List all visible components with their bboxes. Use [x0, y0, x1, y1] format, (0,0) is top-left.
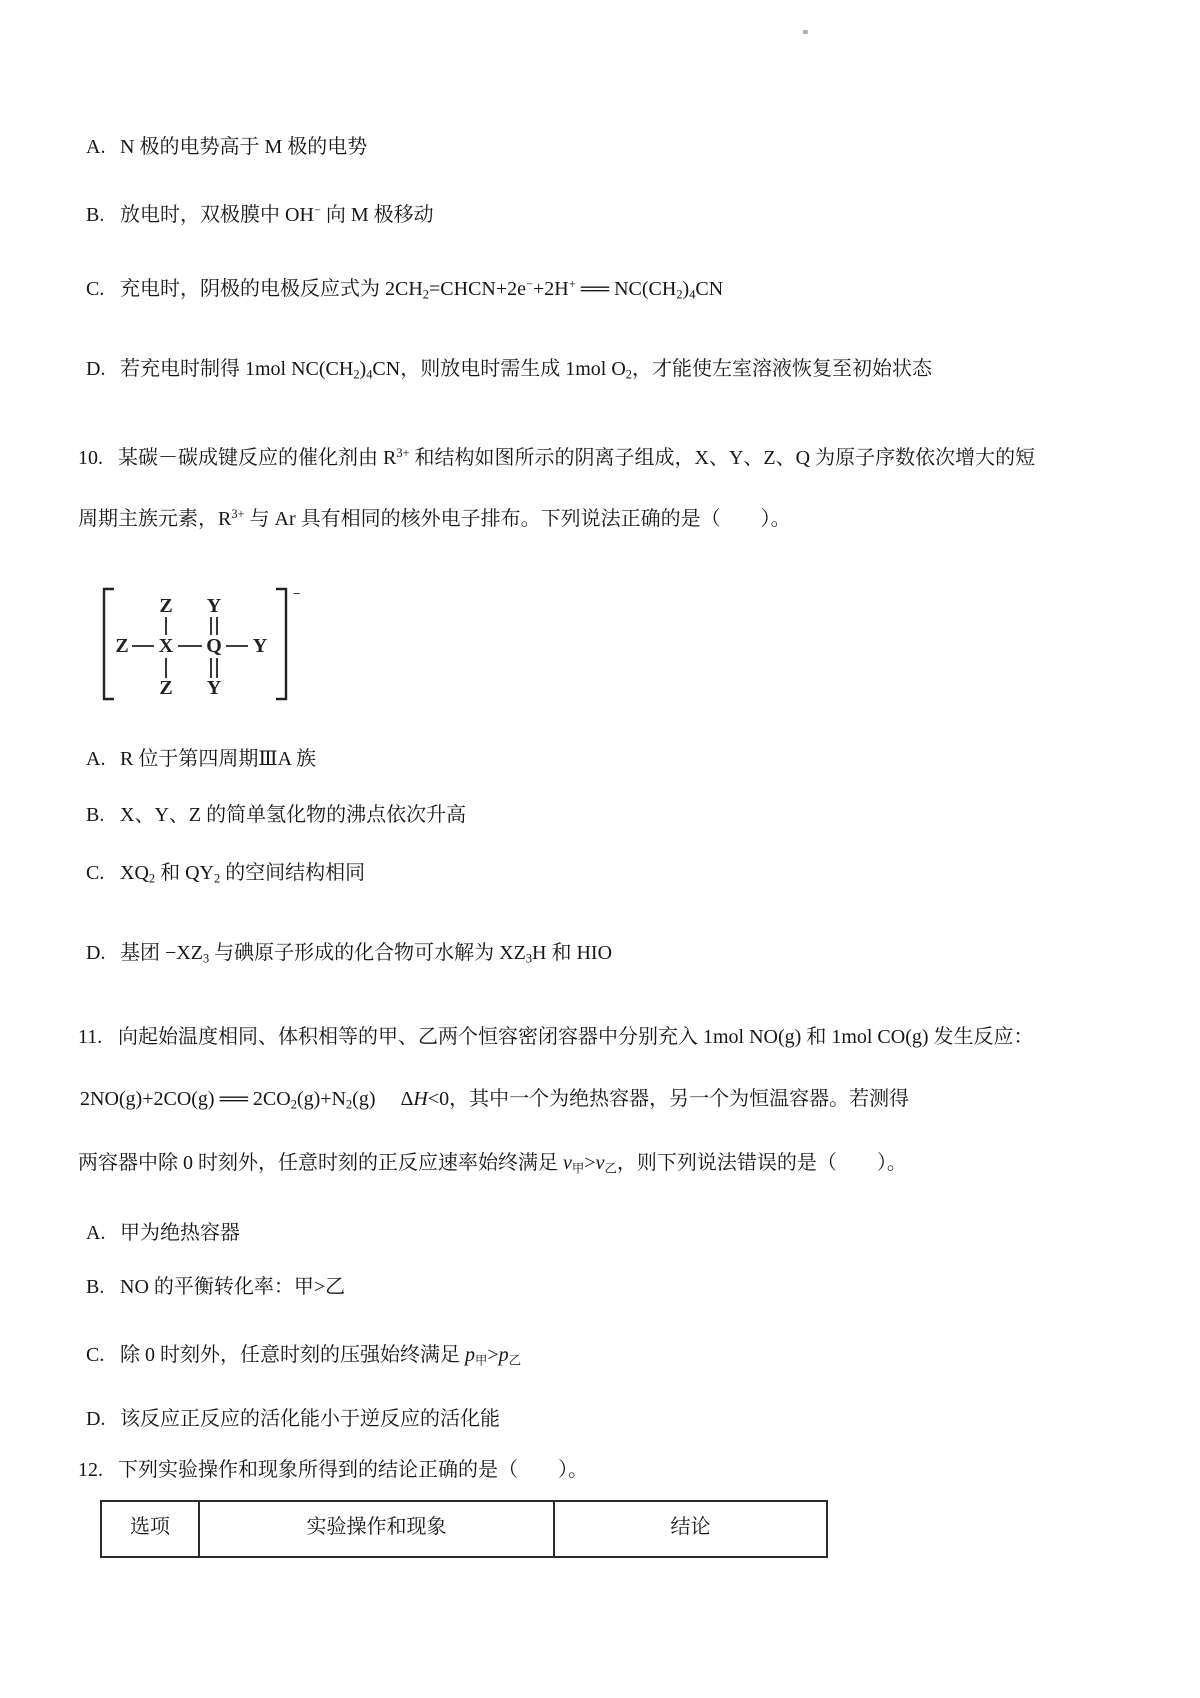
- question-9-option-d: [86, 354, 932, 384]
- option-label: C.: [86, 1344, 105, 1366]
- left-bracket: [104, 589, 114, 699]
- question-11-option-d: [86, 1404, 500, 1434]
- question-11-option-b: [86, 1272, 345, 1302]
- option-label: B.: [86, 1276, 105, 1298]
- option-label: B.: [86, 804, 105, 826]
- question-10-option-c: [86, 858, 365, 888]
- question-11-stem-line1: [78, 1022, 1034, 1052]
- question-12-stem: [78, 1455, 588, 1485]
- stem-text: 向起始温度相同、体积相等的甲、乙两个恒容密闭容器中分别充入 1mol NO(g) 和 1mol CO(g) 发生反应：: [118, 1026, 1034, 1048]
- option-text: NO 的平衡转化率：甲>乙: [120, 1276, 346, 1298]
- question-9-option-c: [86, 274, 723, 304]
- reaction-equation: 2NO(g)+2CO(g) ══ $2CO_2(g)+N_2(g)$ ΔH<0，其中一个为绝热容器，另一个为恒温容器。若测得: [80, 1088, 910, 1112]
- stem-text: 某碳－碳成键反应的催化剂由 $R^{3+}$ 和结构如图所示的阴离子组成，X、Y、Z、Q 为原子序数依次增大的短: [118, 446, 1036, 469]
- page-speck: [803, 30, 808, 34]
- table-header-operation: 实验操作和现象: [200, 1502, 555, 1556]
- atom-bottom-y: Y: [206, 677, 222, 699]
- question-10-stem-line2: [78, 504, 791, 534]
- stem-text: 两容器中除 0 时刻外，任意时刻的正反应速率始终满足 $v_甲>v_乙$，则下列说法错误的是（ ）。: [78, 1152, 907, 1176]
- atom-q: Q: [206, 635, 222, 657]
- atom-top-z: Z: [159, 595, 173, 617]
- question-11-option-a: [86, 1218, 240, 1248]
- question-number: 12.: [78, 1459, 103, 1481]
- right-bracket: [276, 589, 286, 699]
- anion-structure-svg: [96, 582, 308, 706]
- option-text: 放电时，双极膜中 OH− 向 M 极移动: [120, 203, 434, 226]
- table-header-option: 选项: [102, 1502, 200, 1556]
- option-text: X、Y、Z 的简单氢化物的沸点依次升高: [120, 804, 467, 826]
- option-label: D.: [86, 358, 106, 380]
- atom-bottom-z: Z: [159, 677, 173, 699]
- option-text: N 极的电势高于 M 极的电势: [120, 136, 368, 158]
- option-label: A.: [86, 1222, 106, 1244]
- option-label: C.: [86, 278, 105, 300]
- atom-z-left: Z: [115, 635, 129, 657]
- atom-top-y: Y: [206, 595, 222, 617]
- option-text: 该反应正反应的活化能小于逆反应的活化能: [120, 1408, 500, 1430]
- question-11-stem-line3: [78, 1148, 907, 1178]
- question-9-option-a: [86, 132, 367, 162]
- option-text: 若充电时制得 1mol $NC(CH_2)_4CN$，则放电时需生成 1mol $O_2$，才能使左室溶液恢复至初始状态: [120, 358, 932, 382]
- option-text: R 位于第四周期ⅢA 族: [120, 748, 316, 770]
- question-number: 10.: [78, 447, 103, 469]
- stem-text: 周期主族元素，$R^{3+}$ 与 Ar 具有相同的核外电子排布。下列说法正确的是（ ）。: [78, 507, 791, 530]
- question-10-option-d: [86, 938, 612, 968]
- option-label: D.: [86, 942, 106, 964]
- question-11-equation: [80, 1084, 909, 1114]
- atom-x: X: [158, 635, 174, 657]
- option-label: D.: [86, 1408, 106, 1430]
- option-label: A.: [86, 136, 106, 158]
- experiment-table: [100, 1500, 828, 1558]
- option-text: 基团 $-XZ_3$ 与碘原子形成的化合物可水解为 $XZ_3H$ 和 HIO: [120, 942, 613, 966]
- charge-label: −: [293, 586, 301, 601]
- question-10-option-b: [86, 800, 466, 830]
- atom-y-right: Y: [252, 635, 268, 657]
- question-10-stem-line1: [78, 443, 1035, 473]
- option-text: 充电时，阴极的电极反应式为 $2CH_2=CHCN+2e^-+2H^+$ ══ $NC(CH_2)_4CN$: [120, 277, 724, 302]
- stem-text: 下列实验操作和现象所得到的结论正确的是（ ）。: [118, 1459, 588, 1481]
- question-10-option-a: [86, 744, 316, 774]
- option-label: B.: [86, 204, 105, 226]
- table-header-conclusion: 结论: [670, 1516, 711, 1538]
- question-11-option-c: [86, 1340, 521, 1370]
- option-label: C.: [86, 862, 105, 884]
- option-text: 除 0 时刻外，任意时刻的压强始终满足 $p_甲>p_乙$: [120, 1344, 522, 1368]
- option-text: 甲为绝热容器: [120, 1222, 240, 1244]
- option-label: A.: [86, 748, 106, 770]
- question-number: 11.: [78, 1026, 103, 1048]
- anion-structure-figure: [96, 582, 308, 711]
- option-text: $XQ_2$ 和 $QY_2$ 的空间结构相同: [120, 862, 366, 886]
- question-9-option-b: [86, 200, 434, 230]
